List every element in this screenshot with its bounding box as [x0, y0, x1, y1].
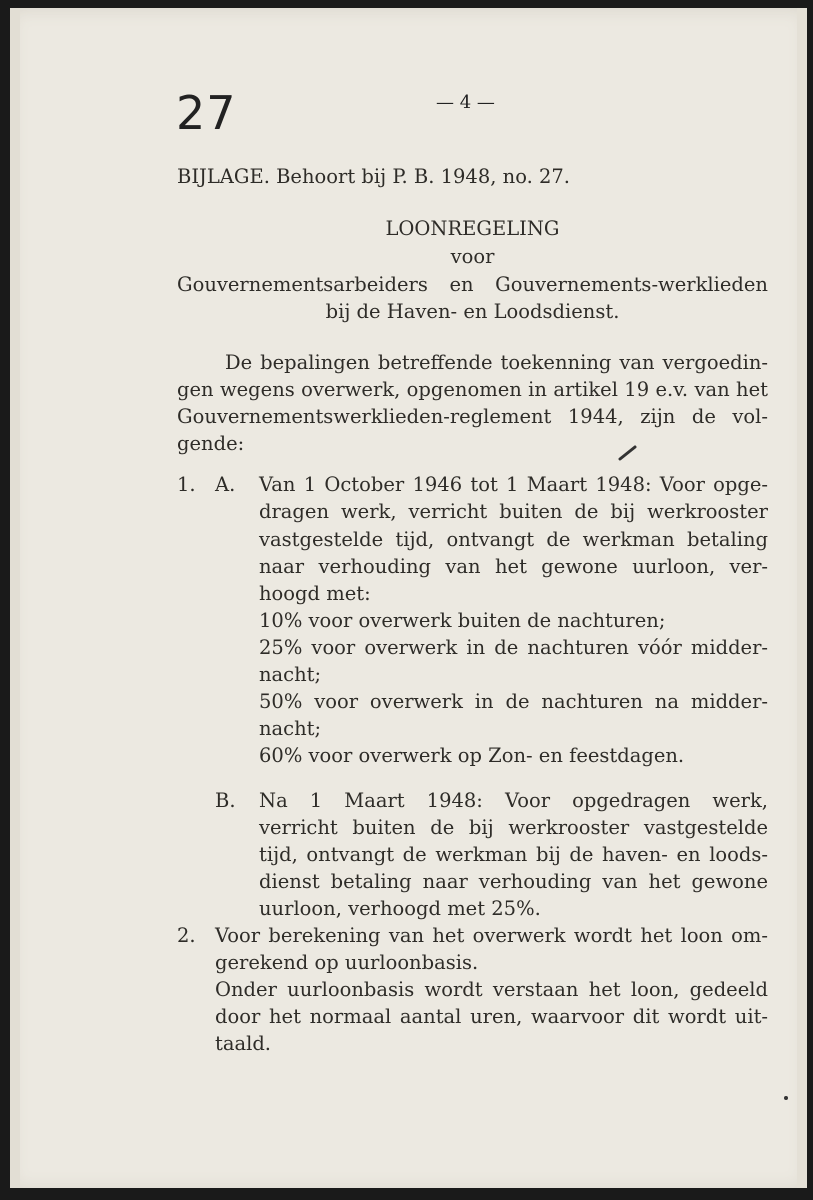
page-edge-right — [797, 8, 807, 1190]
item-1a-line-8: nacht; — [259, 663, 322, 686]
item-1b-line-1: Na 1 Maart 1948: Voor opgedragen werk, — [259, 789, 768, 812]
title-voor: voor — [450, 245, 495, 268]
item-1a-line-7: 25% voor overwerk in de nachturen vóór midder- — [259, 636, 768, 659]
item-1a-label: A. — [215, 473, 236, 496]
item-2-line-4: door het normaal aantal uren, waarvoor dit wordt uit- — [215, 1005, 768, 1028]
item-2-line-1: Voor berekening van het overwerk wordt het loon om- — [215, 924, 768, 947]
item-1a-line-2: dragen werk, verricht buiten de bij werkrooster — [259, 500, 768, 523]
item-2-number: 2. — [177, 924, 196, 947]
item-1-number: 1. — [177, 473, 196, 496]
intro-line-4: gende: — [177, 432, 245, 455]
item-1a-line-10: nacht; — [259, 717, 322, 740]
item-2-line-5: taald. — [215, 1032, 272, 1055]
item-1b-line-4: dienst betaling naar verhouding van het gewone — [259, 870, 768, 893]
bijlage-line: BIJLAGE. Behoort bij P. B. 1948, no. 27. — [177, 165, 570, 188]
intro-line-1: De bepalingen betreffende toekenning van vergoedin- — [225, 351, 768, 374]
intro-line-3: Gouvernementswerklieden-reglement 1944, zijn de vol- — [177, 405, 768, 428]
item-1a-line-6: 10% voor overwerk buiten de nachturen; — [259, 609, 666, 632]
page-edge-left — [10, 8, 20, 1190]
scan-bottom-band — [0, 1188, 813, 1200]
item-1b-line-2: verricht buiten de bij werkrooster vastgestelde — [259, 816, 768, 839]
item-1b-label: B. — [215, 789, 236, 812]
item-1a-line-1: Van 1 October 1946 tot 1 Maart 1948: Voor opge- — [259, 473, 768, 496]
item-1a-line-11: 60% voor overwerk op Zon- en feestdagen. — [259, 744, 685, 767]
subtitle-line-2: bij de Haven- en Loodsdienst. — [325, 300, 620, 323]
item-1b-line-5: uurloon, verhoogd met 25%. — [259, 897, 541, 920]
pencil-mark — [618, 444, 638, 462]
document-title: LOONREGELING — [385, 217, 560, 240]
item-1b-line-3: tijd, ontvangt de werkman bij de haven- en loods- — [259, 843, 768, 866]
item-1a-line-5: hoogd met: — [259, 582, 371, 605]
item-1a-line-9: 50% voor overwerk in de nachturen na midder- — [259, 690, 768, 713]
document-number: 27 — [176, 86, 237, 140]
item-2-line-2: gerekend op uurloonbasis. — [215, 951, 479, 974]
intro-line-2: gen wegens overwerk, opgenomen in artikel 19 e.v. van het — [177, 378, 768, 401]
item-2-line-3: Onder uurloonbasis wordt verstaan het loon, gedeeld — [215, 978, 768, 1001]
scan-dot — [784, 1096, 788, 1100]
subtitle-line-1: Gouvernementsarbeiders en Gouvernements-werklieden — [177, 273, 768, 296]
page-marker: — 4 — — [436, 92, 495, 113]
item-1a-line-3: vastgestelde tijd, ontvangt de werkman betaling — [259, 528, 768, 551]
item-1a-line-4: naar verhouding van het gewone uurloon, ver- — [259, 555, 768, 578]
